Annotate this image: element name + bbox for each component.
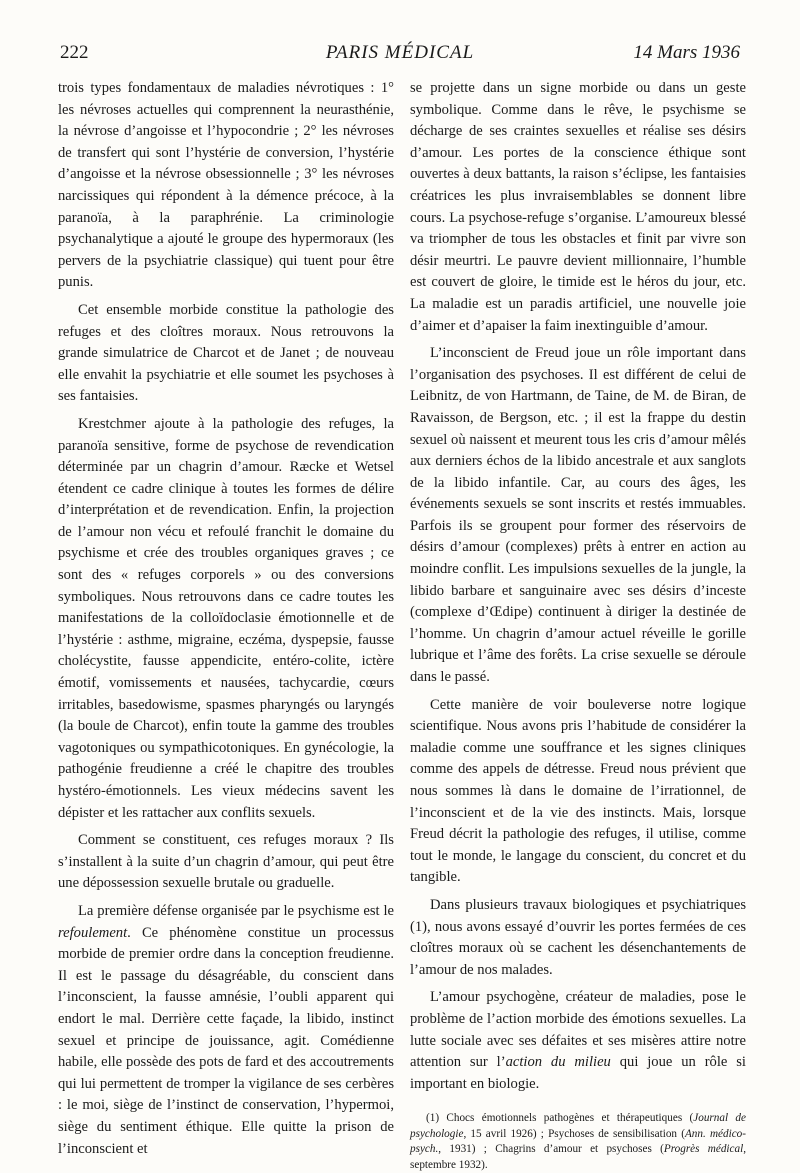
paragraph: trois types fondamentaux de maladies névrotiques : 1° les névroses actuelles qui comprennent la neurasthénie, la névrose d’angoisse et l’hypocondrie ; 2° les névroses de transfert qui sont l’hystérie de conversion, l’hystérie d’angoisse et la névrose obsessionnelle ; 3° les névroses narcissiques qui répondent à la démence précoce, à la paranoïa, à la paraphrénie. La criminologie psychanalytique a ajouté le groupe des hypermoraux (les pervers de la psychiatrie classique) qui tuent pour être punis. xyxy=(58,80,394,291)
paragraph: L’inconscient de Freud joue un rôle important dans l’organisation des psychoses. Il est différent de celui de Leibnitz, de von Hartmann, de Taine, de M. de Biran, de Ravaisson, de Bergson, etc. ; il est la frappe du destin sexuel où naissent et meurent tous les cris d’amour mêlés aux derniers échos de la libido ancestrale et aux sanglots de la libido infantile. Car, au cours des âges, les événements sexuels se sont inscrits et restés immuables. Parfois ils se groupent pour former des réservoirs de désirs d’amour (complexes) prêts à entrer en action au moindre conflit. Les impulsions sexuelles de la jungle, la libido barbare et sanguinaire avec ses désirs d’inceste (complexe d’Œdipe) continuent à diriger la destinée de l’homme. Un chagrin d’amour actuel réveille le gorille lubrique et l’âme des forêts. La crise sexuelle se déroule dans le passé. xyxy=(410,345,746,686)
paragraph: Dans plusieurs travaux biologiques et psychiatriques (1), nous avons essayé d’ouvrir les portes fermées de ces cloîtres moraux où se cachent les désenchantements de l’amour de nos malades. xyxy=(410,896,746,978)
left-column xyxy=(58,78,394,1160)
footnote: (1) Chocs émotionnels pathogènes et thérapeutiques (Journal de psychologie, 15 avril 1926) ; Psychoses de sensibilisation (Ann. médico-psych., 1931) ; Chagrins d’amour et psychoses (Progrès médical, septembre 1932). xyxy=(410,1112,747,1171)
paragraph: Krestchmer ajoute à la pathologie des refuges, la paranoïa sensitive, forme de psychose de revendication déterminée par un chagrin d’amour. Ræcke et Wetsel étendent ce cadre clinique à toutes les formes de délire d’interprétation et de revendication. Enfin, la projection de l’amour non vécu et refoulé franchit le domaine du psychisme et crée des troubles organiques graves ; ce sont des « refuges corporels » ou des conversions symboliques. Nous retrouvons dans ce cadre toutes les manifestations de la colloïdoclasie émotionnelle et de l’hystérie : asthme, migraine, eczéma, dyspepsie, fausse cholécystite, fausse appendicite, entéro-colite, ictère émotif, vomissements et nausées, tachycardie, cœurs irritables, basedowisme, spasmes pharyngés ou laryngés (la boule de Charcot), enfin toute la gamme des troubles vagotoniques ou sympathicotoniques. En gynécologie, la pathogénie freudienne a créé le chapitre des troubles hystéro-émotionnels. Les vieux médecins savent les dépister et les rattacher aux conflits sexuels. xyxy=(58,415,394,821)
paragraph: L’amour psychogène, créateur de maladies, pose le problème de l’action morbide des émotions sexuelles. La lutte sociale avec ses défaites et ses misères attire notre attention sur l’action du milieu qui joue un rôle si important en biologie. xyxy=(410,989,746,1092)
page-number: 222 xyxy=(60,42,89,63)
journal-title: PARIS MÉDICAL xyxy=(325,42,475,63)
paragraph: se projette dans un signe morbide ou dans un geste symbolique. Comme dans le rêve, le psychisme se décharge de ses craintes sexuelles et réalise ses désirs d’amour. Les portes de la conscience éthique sont ouvertes à deux battants, la raison s’éclipse, les fantaisies créatrices les plus invraisemblables se donnent libre cours. La psychose-refuge s’organise. L’amoureux blessé va triompher de tous les obstacles et finit par vivre son désir meurtri. Le pauvre devient millionnaire, l’humble est couvert de gloire, le timide est le héros du jour, etc. La maladie est un paradis artificiel, une nouvelle joie d’aimer et d’apaiser la faim inextinguible d’amour. xyxy=(410,80,746,334)
paragraph: Cet ensemble morbide constitue la pathologie des refuges et des cloîtres moraux. Nous retrouvons la grande simulatrice de Charcot et de Janet ; de nouveau elle envahit la psychiatrie et elle soumet les psychoses à ses fantaisies. xyxy=(58,301,394,405)
right-column xyxy=(410,78,746,1173)
emphasis: refoulement xyxy=(58,924,128,941)
paragraph: Cette manière de voir bouleverse notre logique scientifique. Nous avons pris l’habitude de considérer la maladie comme une souffrance et les signes cliniques comme des appels de détresse. Freud nous prévient que nous sommes là dans le domaine de l’irrationnel, de l’inconscient et de la vie des instincts. Mais, lorsque Freud décrit la pathologie des refuges, il utilise, comme tout le monde, le langage du conscient, du concret et du tangible. xyxy=(410,696,746,886)
emphasis: action du milieu xyxy=(505,1054,611,1071)
paragraph: Comment se constituent, ces refuges moraux ? Ils s’installent à la suite d’un chagrin d’amour, qui peut être une dépossession sexuelle brutale ou graduelle. xyxy=(58,832,394,892)
paragraph: La première défense organisée par le psychisme est le refoulement. Ce phénomène constitue un processus morbide de premier ordre dans la conception freudienne. Il est le passage du désagréable, du conscient dans l’inconscient, la fausse amnésie, l’oubli apparent qui endort le mal. Derrière cette façade, la libido, instinct sexuel et principe de jouissance, agit. Comédienne habile, elle possède des pots de fard et des accoutrements qui lui permettent de tromper la vigilance de ses cerbères : le moi, siège de l’instinct de conservation, l’hypermoi, siège du sentiment éthique. Elle quitte la prison de l’inconscient et xyxy=(58,902,394,1157)
issue-date: 14 Mars 1936 xyxy=(633,42,740,63)
page-header xyxy=(60,42,740,72)
